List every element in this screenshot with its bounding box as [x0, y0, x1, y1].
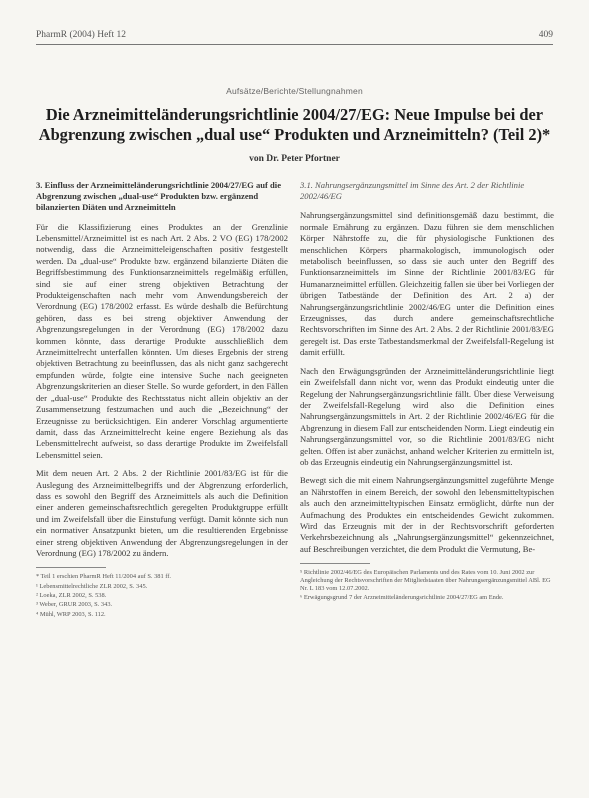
author-line: von Dr. Peter Pfortner — [249, 154, 340, 164]
subsection-heading: 3.1. Nahrungsergänzungsmittel im Sinne des Art. 2 der Richtlinie 2002/46/EG — [300, 180, 525, 202]
footnote: ³ Weber, GRUR 2003, S. 343. — [36, 601, 113, 609]
right-column — [300, 180, 554, 603]
footnote: ⁴ Mühl, WRP 2003, S. 112. — [36, 610, 106, 618]
body-paragraph: Mit dem neuen Art. 2 Abs. 2 der Richtlinie 2001/83/EG ist für die Auslegung des Arzneimittelbegriffs und der Abgrenzung erforderlich, dass es sowohl den Begriff des Arzneimittels als auch die Definition einer anderen gemeinschaftsrechtlich geregelten Produktgruppe erfüllt und im Zweifelsfall über die Einstufung verfügt. Damit könnte sich nun ein normativer Ansatzpunkt bieten, um die resultierenden Ergebnisse einer streng objektiven Anwendung der Abgrenzungsregelungen in der Verordnung (EG) 178/2002 zu ändern. — [36, 468, 288, 558]
journal-issue: PharmR (2004) Heft 12 — [36, 30, 126, 40]
footnote: ¹ Lebensmittelrechtliche ZLR 2002, S. 345. — [36, 582, 148, 590]
footnote-rule — [300, 563, 370, 564]
section-heading: 3. Einfluss der Arzneimitteländerungsrichtlinie 2004/27/EG auf die Abgrenzung zwischen „dual-use“ Produkten bzw. ergänzend bilanzierten Diäten und Arzneimitteln — [36, 180, 282, 213]
running-head — [36, 30, 553, 42]
body-paragraph: Bewegt sich die mit einem Nahrungsergänzungsmittel zugeführte Menge an Nährstoffen in einem Bereich, der sowohl den lebensmitteltypischen als auch den arzneimitteltypischen Einsatz ermöglicht, dürfte nun der Aufmachung des Produktes ein entscheidendes Gewicht zukommen. Wird das Erzeugnis mit der in der Rechtsvorschrift geforderten Verkehrsbezeichnung als „Nahrungsergänzungsmittel“ gekennzeichnet, auf Beschreibungen verzichtet, die dem Produkt die Vermutung, Be- — [300, 475, 554, 554]
header-rule — [36, 44, 553, 45]
body-paragraph: Nach den Erwägungsgründen der Arzneimitteländerungsrichtlinie liegt ein Zweifelsfall dann nicht vor, wenn das Produkt eindeutig unter die Regelung der Nahrungsergänzungsrichtlinie fällt. Über diese Verweisung der Zweifelsfall-Regelung wird also die Definition eines Nahrungsergänzungsmittels in Art. 2 der Richtlinie 2002/46/EG für die Abgrenzung in diesem Fall zur entscheidenden Norm. Liegt eindeutig ein Nahrungsergänzungsmittel vor, so die Richtlinie 2001/83/EG nicht gelten. Offen ist aber zunächst, anhand welcher Kriterien zu ermitteln ist, ob das Erzeugnis eindeutig ein Nahrungsergänzungsmittel ist. — [300, 365, 554, 467]
footnote-rule — [36, 567, 106, 568]
page-number: 409 — [538, 30, 553, 40]
section-label: Aufsätze/Berichte/Stellungnahmen — [226, 86, 363, 96]
body-paragraph: Für die Klassifizierung eines Produktes an der Grenzlinie Lebensmittel/Arzneimittel ist es nach Art. 2 Abs. 2 VO (EG) 178/2002 notwendig, dass die Arzneimitteleigenschaften positiv festgestellt werden. Da „dual-use“ Produkte bzw. ergänzend bilanzierte Diäten die Begriffsbestimmung des Funktionsarzneimittels regelmäßig erfüllen, sind sie auf einer streng objektiven Betrachtung der Produkteigenschaften nach mehr vom Anwendungsbereich der Verordnung (EG) 178/2002 erfasst. Es würde deshalb die Befürchtung gehören, dass es bei streng objektiver Anwendung der Abgrenzungsregelungen in der Verordnung (EG) 178/2002 dazu kommen könnte, dass derartige Produkte ausschließlich dem Arzneimittelrecht unterfallen könnten. Um dieses Ergebnis der streng objektiven Betrachtung zu beeinflussen, das als nicht ganz sachgerecht empfunden würde, folgte eine intensive Suche nach geeigneten Abgrenzungskriterien an dieser Stelle. So wurde gefordert, in den Fällen der „dual-use“ Produkte des Rechtsstatus nicht allein objektiv an der Zusammensetzung festzumachen und auch die „Bezeichnung“ der Erzeugnisse zu berücksichtigen. Ein anderer Vorschlag argumentierte damit, dass das Arzneimittelrecht keine engere Beziehung als das Lebensmittelrecht aufweist, so dass derartige Produkte im Zweifelsfall Lebensmittel seien. — [36, 221, 288, 460]
footnote: ⁶ Erwägungsgrund 7 der Arzneimitteländerungsrichtlinie 2004/27/EG am Ende. — [300, 594, 504, 602]
footnote: ² Loeka, ZLR 2002, S. 538. — [36, 591, 107, 599]
article-title: Die Arzneimitteländerungsrichtlinie 2004/27/EG: Neue Impulse bei der Abgrenzung zwischen „dual use“ Produkten und Arzneimitteln? (Teil 2)* — [38, 105, 551, 144]
footnote: * Teil 1 erschien PharmR Heft 11/2004 auf S. 381 ff. — [36, 573, 172, 581]
body-paragraph: Nahrungsergänzungsmittel sind definitionsgemäß dazu bestimmt, die normale Ernährung zu ergänzen. Dazu führen sie dem menschlichen Körper Nährstoffe zu, die für physiologische Funktionen des menschlichen Körpers pharmakologisch, immunologisch oder metabolisch beeinflussen, so dass sie auch unter den Begriff des Funktionsarzneimittels im Sinne der Richtlinie 2001/83/EG für Humanarzneimittel erfüllen. Gleichzeitig fallen sie über bei Vorliegen der übrigen Tatbestände der Definition des Art. 2 a) der Nahrungsergänzungsrichtlinie 2002/46/EG unter die Definition eines Erzeugnisses, das durch andere gemeinschaftsrechtliche Rechtsvorschriften im Sinne des Art. 2 Abs. 2 der Richtlinie 2001/83/EG geregelt ist. Das erste Tatbestandsmerkmal der Zweifelsfall-Regelung ist damit erfüllt. — [300, 210, 554, 358]
left-column — [36, 180, 288, 620]
footnote: ⁵ Richtlinie 2002/46/EG des Europäischen Parlaments und des Rates vom 10. Juni 2002 zur Angleichung der Rechtsvorschriften der Mitgliedstaaten über Nahrungsergänzungsmittel ABl. EG Nr. L 183 vom 12.07.2002. — [300, 569, 551, 592]
